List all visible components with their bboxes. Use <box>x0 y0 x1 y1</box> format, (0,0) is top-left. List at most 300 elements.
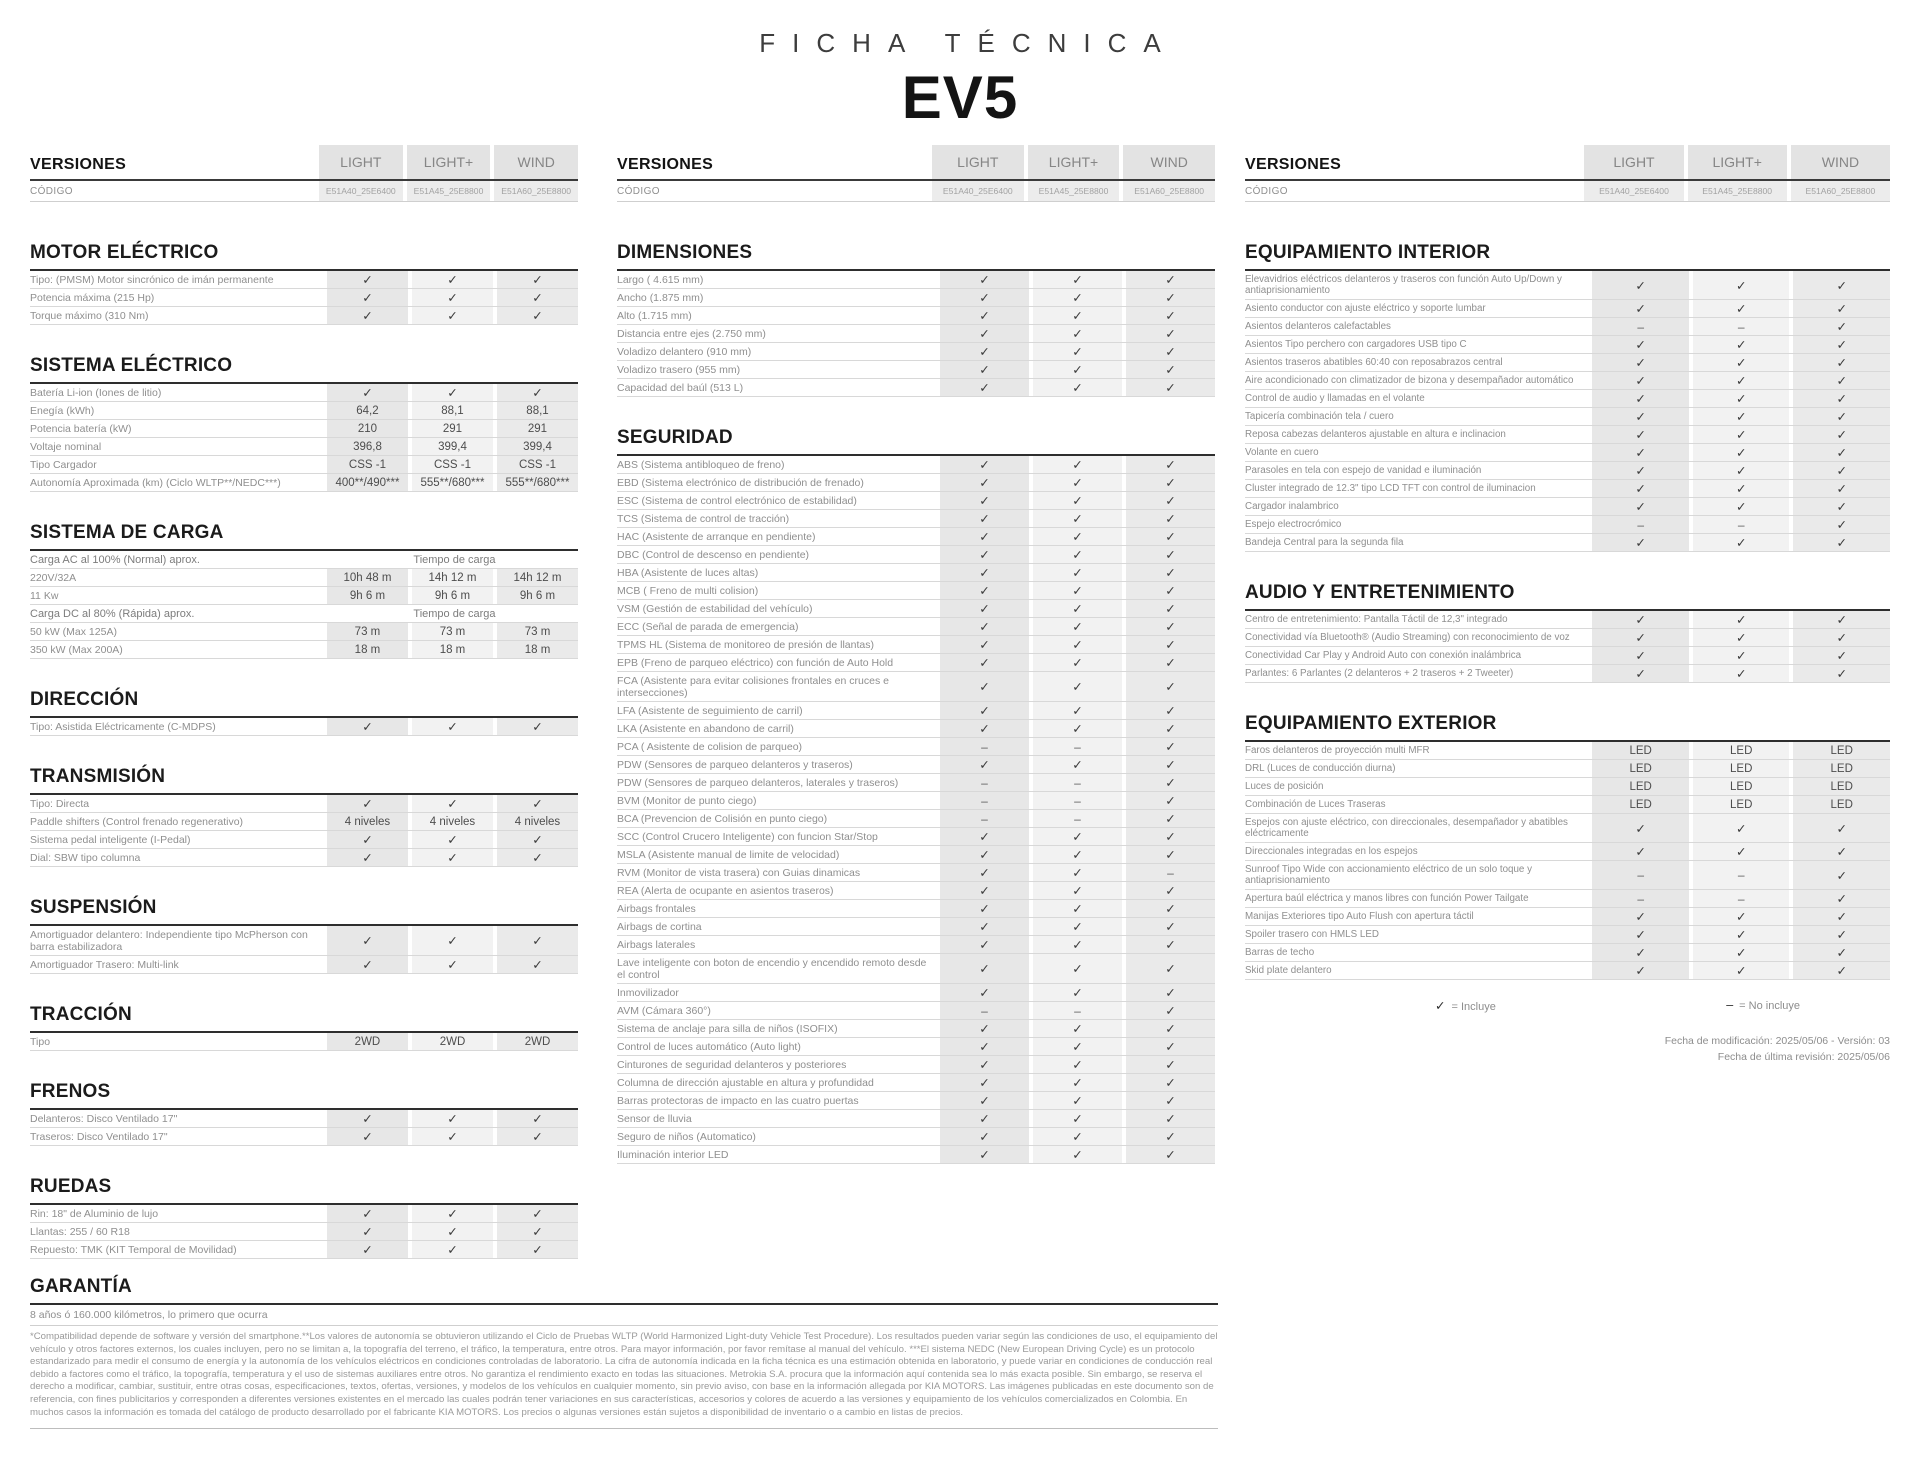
section-title: EQUIPAMIENTO EXTERIOR <box>1245 713 1890 742</box>
check-icon: ✓ <box>362 934 373 948</box>
spec-value-cell <box>412 926 493 955</box>
spec-value-cell <box>940 325 1029 342</box>
check-icon: ✓ <box>532 1112 543 1126</box>
spec-column-middle <box>617 145 1215 1164</box>
spec-value-cell <box>1033 582 1122 599</box>
version-column-header: LIGHT+ <box>407 145 491 179</box>
check-icon: ✓ <box>1165 794 1176 808</box>
dash-icon: – <box>981 793 988 808</box>
spec-row <box>30 641 578 659</box>
check-icon: ✓ <box>1165 740 1176 754</box>
check-icon: ✓ <box>1635 278 1646 293</box>
spec-row-label: Amortiguador delantero: Independiente tipo McPherson con barra estabilizadora <box>30 928 308 953</box>
spec-value-cell <box>940 702 1029 719</box>
check-icon: ✓ <box>1735 356 1747 370</box>
spec-value-cell <box>412 956 493 973</box>
spec-section <box>30 689 578 736</box>
spec-row <box>1245 516 1890 534</box>
spec-value-cell <box>1126 864 1215 881</box>
spec-value-cell <box>1693 390 1790 407</box>
spec-value-cell <box>1126 636 1215 653</box>
check-icon: ✓ <box>979 291 990 305</box>
spec-row <box>617 528 1215 546</box>
check-icon: ✓ <box>1072 584 1083 598</box>
check-icon: ✓ <box>1165 363 1176 377</box>
code-row <box>30 181 578 202</box>
check-icon: ✓ <box>1072 620 1083 634</box>
spec-value-cell <box>1793 944 1890 961</box>
span-header: Tiempo de carga <box>413 553 496 566</box>
spec-value-cell <box>327 795 408 812</box>
spec-value-cell <box>1126 810 1215 827</box>
spec-value-cell <box>1126 325 1215 342</box>
version-code: E51A45_25E8800 <box>1028 181 1120 201</box>
spec-value-cell <box>1126 528 1215 545</box>
spec-value-cell <box>1126 564 1215 581</box>
spec-value-cell <box>1126 984 1215 1001</box>
check-icon: ✓ <box>1735 302 1747 316</box>
spec-row-label: Sensor de lluvia <box>617 1112 692 1125</box>
spec-row-label: Iluminación interior LED <box>617 1148 729 1161</box>
spec-value-cell: 18 m <box>497 641 578 658</box>
spec-row <box>617 1038 1215 1056</box>
spec-value-cell <box>497 271 578 288</box>
section-title: DIMENSIONES <box>617 242 1215 271</box>
check-icon: ✓ <box>1072 704 1083 718</box>
spec-value-cell <box>412 384 493 401</box>
spec-value-cell <box>1693 629 1790 646</box>
spec-row-label: PDW (Sensores de parqueo delanteros y traseros) <box>617 758 853 771</box>
spec-row-label: Amortiguador Trasero: Multi-link <box>30 958 179 971</box>
spec-value-cell <box>940 1038 1029 1055</box>
spec-row-label: Combinación de Luces Traseras <box>1245 798 1386 810</box>
spec-value-cell <box>940 618 1029 635</box>
spec-row <box>617 343 1215 361</box>
check-icon: ✓ <box>1165 1058 1176 1072</box>
spec-value-cell <box>1033 528 1122 545</box>
document-type-label: FICHA TÉCNICA <box>759 28 1178 58</box>
check-icon: ✓ <box>979 273 990 287</box>
check-icon: ✓ <box>1165 512 1176 526</box>
check-icon: ✓ <box>1735 428 1747 442</box>
spec-row-label: Parlantes: 6 Parlantes (2 delanteros + 2 traseros + 2 Tweeter) <box>1245 667 1514 679</box>
spec-row-label: ABS (Sistema antibloqueo de freno) <box>617 458 785 471</box>
check-icon: ✓ <box>1072 1112 1083 1126</box>
check-icon: ✓ <box>1735 392 1747 406</box>
spec-value-cell <box>1793 372 1890 389</box>
check-icon: ✓ <box>1165 704 1176 718</box>
spec-value-cell <box>1126 546 1215 563</box>
spec-value-cell <box>1033 864 1122 881</box>
check-icon: ✓ <box>532 958 543 972</box>
spec-value-cell <box>940 510 1029 527</box>
check-icon: ✓ <box>1165 327 1176 341</box>
spec-row <box>30 926 578 956</box>
spec-row-label: ECC (Señal de parada de emergencia) <box>617 620 799 633</box>
spec-row <box>1245 300 1890 318</box>
check-icon: ✓ <box>1635 464 1646 478</box>
spec-value-cell <box>940 720 1029 737</box>
spec-row <box>617 810 1215 828</box>
check-icon: ✓ <box>979 680 990 694</box>
section-title: EQUIPAMIENTO INTERIOR <box>1245 242 1890 271</box>
spec-value-cell: LED <box>1592 796 1689 813</box>
check-icon: ✓ <box>979 1076 990 1090</box>
spec-value-cell <box>1033 361 1122 378</box>
spec-value-cell <box>1592 498 1689 515</box>
spec-row <box>1245 480 1890 498</box>
spec-value-cell <box>1693 480 1790 497</box>
spec-value-cell <box>1126 1056 1215 1073</box>
spec-value-cell <box>1693 372 1790 389</box>
spec-value-cell: 73 m <box>412 623 493 640</box>
spec-row-label: Barras de techo <box>1245 946 1315 958</box>
spec-value-cell <box>1126 600 1215 617</box>
spec-row-label: DBC (Control de descenso en pendiente) <box>617 548 810 561</box>
check-icon: ✓ <box>1836 446 1847 460</box>
spec-section <box>30 1004 578 1051</box>
check-icon: ✓ <box>1072 566 1083 580</box>
check-icon: ✓ <box>532 273 543 287</box>
check-icon: ✓ <box>979 638 990 652</box>
check-icon: ✓ <box>1635 500 1646 514</box>
spec-section <box>30 1081 578 1146</box>
check-icon: ✓ <box>1165 638 1176 652</box>
spec-row-label: LKA (Asistente en abandono de carril) <box>617 722 794 735</box>
spec-value-cell <box>1793 300 1890 317</box>
section-title: SISTEMA DE CARGA <box>30 522 578 551</box>
check-icon: ✓ <box>979 986 990 1000</box>
spec-value-cell <box>1592 516 1689 533</box>
section-title: RUEDAS <box>30 1176 578 1205</box>
check-icon: ✓ <box>979 1148 990 1162</box>
spec-row-label: Sistema de anclaje para silla de niños (ISOFIX) <box>617 1022 838 1035</box>
spec-value-cell <box>1793 271 1890 299</box>
spec-row-label: Capacidad del baúl (513 L) <box>617 381 744 394</box>
spec-value-cell <box>1126 1128 1215 1145</box>
spec-value-cell <box>1793 336 1890 353</box>
check-icon: ✓ <box>1635 649 1646 663</box>
spec-row-label: Asientos delanteros calefactables <box>1245 320 1391 332</box>
check-icon: ✓ <box>1072 273 1083 287</box>
spec-value-cell <box>1793 318 1890 335</box>
spec-value-cell: LED <box>1793 778 1890 795</box>
span-header: Tiempo de carga <box>413 607 496 620</box>
spec-row <box>1245 647 1890 665</box>
spec-row <box>30 795 578 813</box>
dash-icon: – <box>1637 868 1644 882</box>
spec-row-label: REA (Alerta de ocupante en asientos traseros) <box>617 884 834 897</box>
spec-row <box>1245 534 1890 552</box>
check-icon: ✓ <box>1165 758 1176 772</box>
spec-value-cell <box>1126 271 1215 288</box>
spec-row-label: Voladizo trasero (955 mm) <box>617 363 741 376</box>
version-code: E51A45_25E8800 <box>1688 181 1787 201</box>
check-icon: ✓ <box>1735 500 1747 514</box>
spec-value-cell <box>1033 325 1122 342</box>
check-icon: ✓ <box>447 1207 458 1221</box>
check-icon: ✓ <box>1165 722 1176 736</box>
spec-value-cell <box>1693 498 1790 515</box>
check-icon: ✓ <box>362 309 373 323</box>
spec-row <box>30 1110 578 1128</box>
check-icon: ✓ <box>1836 356 1847 370</box>
spec-value-cell <box>1592 629 1689 646</box>
check-icon: ✓ <box>1072 602 1083 616</box>
check-icon: ✓ <box>979 656 990 670</box>
spec-value-cell <box>497 831 578 848</box>
spec-value-cell <box>1033 456 1122 473</box>
spec-row-label: PCA ( Asistente de colision de parqueo) <box>617 740 803 753</box>
spec-value-cell <box>327 384 408 401</box>
spec-value-cell <box>1592 300 1689 317</box>
spec-row <box>1245 908 1890 926</box>
spec-row <box>617 325 1215 343</box>
spec-value-cell: LED <box>1793 742 1890 759</box>
spec-row <box>30 474 578 492</box>
spec-row-label: ESC (Sistema de control electrónico de estabilidad) <box>617 494 857 507</box>
version-code: E51A40_25E6400 <box>319 181 403 201</box>
check-icon: ✓ <box>1165 920 1176 934</box>
check-icon: ✓ <box>447 797 458 811</box>
spec-value-cell <box>1033 720 1122 737</box>
spec-value-cell <box>1033 828 1122 845</box>
spec-row-label: Control de audio y llamadas en el volante <box>1245 392 1425 404</box>
spec-row <box>617 361 1215 379</box>
check-icon: ✓ <box>1635 374 1646 388</box>
legend-incluye <box>1435 998 1496 1013</box>
spec-row <box>1245 778 1890 796</box>
check-icon: ✓ <box>1165 309 1176 323</box>
spec-row <box>617 720 1215 738</box>
spec-row <box>617 1146 1215 1164</box>
check-icon: ✓ <box>1072 638 1083 652</box>
code-label: CÓDIGO <box>1245 185 1288 197</box>
check-icon: ✓ <box>1836 392 1847 406</box>
spec-row <box>1245 760 1890 778</box>
spec-value-cell <box>940 636 1029 653</box>
spec-value-cell <box>1126 1038 1215 1055</box>
check-icon: ✓ <box>1072 1022 1083 1036</box>
spec-value-cell <box>1126 756 1215 773</box>
check-icon: ✓ <box>1435 999 1446 1013</box>
check-icon: ✓ <box>1635 964 1646 978</box>
check-icon: ✓ <box>1165 680 1176 694</box>
check-icon: ✓ <box>1635 428 1646 442</box>
spec-row-label: Apertura baúl eléctrica y manos libres con función Power Tailgate <box>1245 892 1529 904</box>
spec-value-cell: LED <box>1793 796 1890 813</box>
check-icon: ✓ <box>979 902 990 916</box>
check-icon: ✓ <box>1072 1076 1083 1090</box>
spec-value-cell <box>940 474 1029 491</box>
spec-row <box>1245 336 1890 354</box>
versions-label: VERSIONES <box>617 156 714 173</box>
spec-row <box>617 984 1215 1002</box>
spec-row-label: RVM (Monitor de vista trasera) con Guias dinamicas <box>617 866 861 879</box>
spec-row-label: Airbags de cortina <box>617 920 702 933</box>
spec-row-label: Tapicería combinación tela / cuero <box>1245 410 1394 422</box>
spec-value-cell <box>497 849 578 866</box>
check-icon: ✓ <box>1165 1004 1176 1018</box>
spec-value-cell <box>1693 814 1790 842</box>
versions-label: VERSIONES <box>30 156 127 173</box>
check-icon: ✓ <box>532 1130 543 1144</box>
spec-value-cell <box>1793 516 1890 533</box>
spec-value-cell <box>1126 1092 1215 1109</box>
spec-value-cell <box>940 1128 1029 1145</box>
spec-row-label: Potencia batería (kW) <box>30 422 132 435</box>
spec-value-cell <box>1033 846 1122 863</box>
spec-row <box>617 936 1215 954</box>
check-icon: ✓ <box>1836 910 1847 924</box>
check-icon: ✓ <box>1072 327 1083 341</box>
section-title: GARANTÍA <box>30 1276 1218 1305</box>
spec-row <box>30 402 578 420</box>
spec-value-cell <box>1033 492 1122 509</box>
check-icon: ✓ <box>532 309 543 323</box>
dash-icon: – <box>1637 891 1644 906</box>
version-column-header: LIGHT <box>319 145 403 179</box>
spec-row-label: Reposa cabezas delanteros ajustable en altura e inclinacion <box>1245 428 1506 440</box>
spec-value-cell <box>1693 354 1790 371</box>
section-title: FRENOS <box>30 1081 578 1110</box>
spec-row <box>1245 944 1890 962</box>
check-icon: ✓ <box>1735 338 1747 352</box>
version-column-header: LIGHT+ <box>1028 145 1120 179</box>
spec-row <box>617 546 1215 564</box>
warranty-section <box>30 1276 1218 1429</box>
spec-row <box>30 956 578 974</box>
spec-value-cell <box>412 1205 493 1222</box>
check-icon: ✓ <box>1165 986 1176 1000</box>
spec-value-cell <box>1693 665 1790 682</box>
spec-value-cell <box>940 582 1029 599</box>
spec-row <box>30 307 578 325</box>
spec-row-label: Enegía (kWh) <box>30 404 95 417</box>
spec-value-cell <box>940 900 1029 917</box>
spec-value-cell <box>940 792 1029 809</box>
check-icon: ✓ <box>979 758 990 772</box>
spec-value-cell <box>1592 944 1689 961</box>
spec-value-cell <box>497 926 578 955</box>
spec-value-cell <box>1592 390 1689 407</box>
check-icon: ✓ <box>1072 476 1083 490</box>
check-icon: ✓ <box>1836 868 1847 883</box>
spec-value-cell <box>1033 1020 1122 1037</box>
warranty-terms: 8 años ó 160.000 kilómetros, lo primero que ocurra <box>30 1305 1218 1326</box>
spec-value-cell <box>1592 372 1689 389</box>
spec-row-label: PDW (Sensores de parqueo delanteros, laterales y traseros) <box>617 776 899 789</box>
spec-row <box>617 864 1215 882</box>
spec-value-cell <box>1693 534 1790 551</box>
spec-row-label: Cluster integrado de 12.3" tipo LCD TFT con control de iluminacion <box>1245 482 1536 494</box>
spec-value-cell <box>1793 408 1890 425</box>
spec-value-cell <box>940 361 1029 378</box>
check-icon: ✓ <box>447 309 458 323</box>
check-icon: ✓ <box>1635 446 1646 460</box>
check-icon: ✓ <box>1735 946 1747 960</box>
spec-row <box>1245 426 1890 444</box>
spec-value-cell <box>1126 618 1215 635</box>
section-title: DIRECCIÓN <box>30 689 578 718</box>
check-icon: ✓ <box>1635 928 1646 942</box>
spec-value-cell <box>1793 814 1890 842</box>
spec-row-label: EPB (Freno de parqueo eléctrico) con función de Auto Hold <box>617 656 894 669</box>
spec-row-label: Carga DC al 80% (Rápida) aprox. <box>30 607 195 620</box>
spec-value-cell <box>1793 354 1890 371</box>
spec-value-cell <box>327 831 408 848</box>
spec-row-label: Airbags frontales <box>617 902 696 915</box>
spec-value-cell <box>1793 534 1890 551</box>
check-icon: ✓ <box>979 830 990 844</box>
spec-row <box>1245 318 1890 336</box>
spec-row <box>30 1205 578 1223</box>
check-icon: ✓ <box>1072 458 1083 472</box>
spec-value-cell <box>1033 343 1122 360</box>
spec-value-cell <box>1033 702 1122 719</box>
check-icon: ✓ <box>1836 302 1847 316</box>
spec-value-cell <box>1592 926 1689 943</box>
spec-value-cell <box>1126 828 1215 845</box>
spec-row-label: Paddle shifters (Control frenado regenerativo) <box>30 815 244 828</box>
spec-value-cell <box>940 672 1029 701</box>
code-row <box>617 181 1215 202</box>
spec-value-cell: LED <box>1693 778 1790 795</box>
spec-row-label: Cinturones de seguridad delanteros y posteriores <box>617 1058 847 1071</box>
spec-row <box>30 718 578 736</box>
spec-row-label: HAC (Asistente de arranque en pendiente) <box>617 530 816 543</box>
legend <box>1435 998 1800 1013</box>
check-icon: ✓ <box>1165 884 1176 898</box>
spec-value-cell <box>1126 774 1215 791</box>
spec-row-label: 50 kW (Max 125A) <box>30 625 117 638</box>
spec-value-cell <box>940 918 1029 935</box>
check-icon: ✓ <box>362 797 373 811</box>
check-icon: ✓ <box>447 1112 458 1126</box>
spec-row <box>617 792 1215 810</box>
spec-value-cell <box>1033 379 1122 396</box>
spec-value-cell <box>497 289 578 306</box>
spec-row <box>1245 861 1890 890</box>
spec-value-cell <box>497 956 578 973</box>
spec-section <box>30 766 578 867</box>
spec-row-label: LFA (Asistente de seguimiento de carril) <box>617 704 803 717</box>
check-icon: ✓ <box>1072 309 1083 323</box>
spec-row <box>1245 629 1890 647</box>
version-column-header: WIND <box>1123 145 1215 179</box>
page-header <box>0 28 1920 132</box>
spec-value-cell <box>497 1128 578 1145</box>
spec-row-label: Asientos traseros abatibles 60:40 con reposabrazos central <box>1245 356 1503 368</box>
spec-value-cell <box>327 1128 408 1145</box>
spec-column-left <box>30 145 578 1259</box>
spec-value-cell <box>1033 1128 1122 1145</box>
spec-row <box>617 1074 1215 1092</box>
check-icon: ✓ <box>1165 902 1176 916</box>
check-icon: ✓ <box>362 1130 373 1144</box>
check-icon: ✓ <box>447 1130 458 1144</box>
check-icon: ✓ <box>1072 920 1083 934</box>
spec-row-label: Tipo <box>30 1035 51 1048</box>
check-icon: ✓ <box>362 851 373 865</box>
spec-value-cell <box>1793 629 1890 646</box>
check-icon: ✓ <box>979 1022 990 1036</box>
spec-value-cell <box>1793 861 1890 889</box>
check-icon: ✓ <box>1165 938 1176 952</box>
check-icon: ✓ <box>1635 845 1646 859</box>
version-code: E51A40_25E6400 <box>1584 181 1683 201</box>
check-icon: ✓ <box>532 797 543 811</box>
